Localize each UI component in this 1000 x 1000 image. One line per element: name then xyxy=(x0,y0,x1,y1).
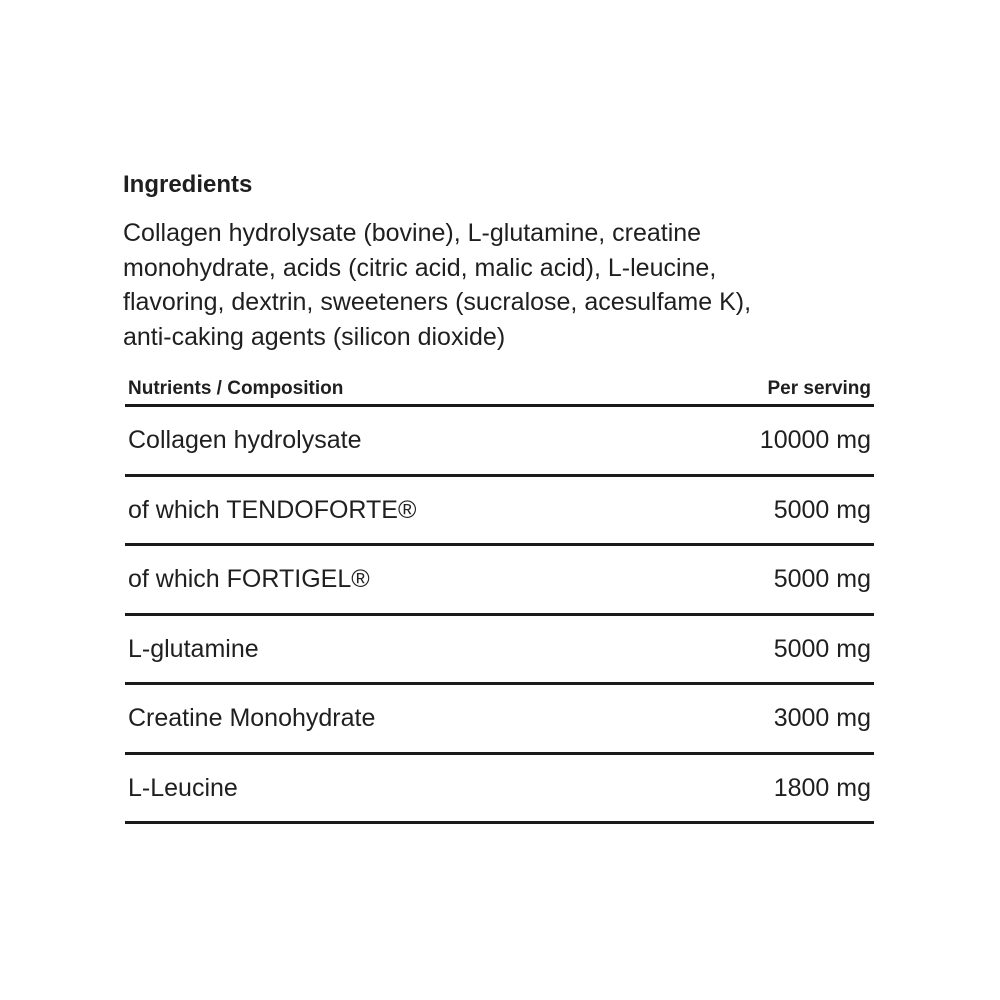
table-row xyxy=(125,407,874,477)
nutrient-value: 10000 mg xyxy=(759,426,871,455)
nutrient-name: of which FORTIGEL® xyxy=(128,565,370,594)
nutrient-name: of which TENDOFORTE® xyxy=(128,495,417,524)
ingredients-line: Collagen hydrolysate (bovine), L-glutamine, creatine xyxy=(123,219,702,247)
nutrient-value: 5000 mg xyxy=(773,495,871,524)
table-row xyxy=(125,685,874,755)
nutrient-value: 1800 mg xyxy=(773,773,871,802)
header-nutrients: Nutrients / Composition xyxy=(128,378,344,399)
nutrition-table xyxy=(125,373,874,824)
table-row xyxy=(125,616,874,686)
header-per-serving: Per serving xyxy=(767,378,871,399)
nutrient-name: L-glutamine xyxy=(128,634,259,663)
table-row xyxy=(125,546,874,616)
nutrient-value: 5000 mg xyxy=(773,565,871,594)
nutrient-name: L-Leucine xyxy=(128,773,238,802)
ingredients-line: flavoring, dextrin, sweeteners (sucralose, acesulfame K), xyxy=(123,288,752,316)
ingredients-text xyxy=(123,216,863,354)
ingredients-line: monohydrate, acids (citric acid, malic acid), L-leucine, xyxy=(123,253,717,282)
table-row xyxy=(125,477,874,547)
table-row xyxy=(125,755,874,825)
nutrient-name: Collagen hydrolysate xyxy=(128,426,362,455)
table-header xyxy=(125,373,874,407)
ingredients-line: anti-caking agents (silicon dioxide) xyxy=(123,322,506,351)
nutrient-value: 5000 mg xyxy=(773,634,871,663)
nutrient-name: Creatine Monohydrate xyxy=(128,704,376,733)
nutrient-value: 3000 mg xyxy=(773,704,871,733)
ingredients-title: Ingredients xyxy=(123,171,253,198)
